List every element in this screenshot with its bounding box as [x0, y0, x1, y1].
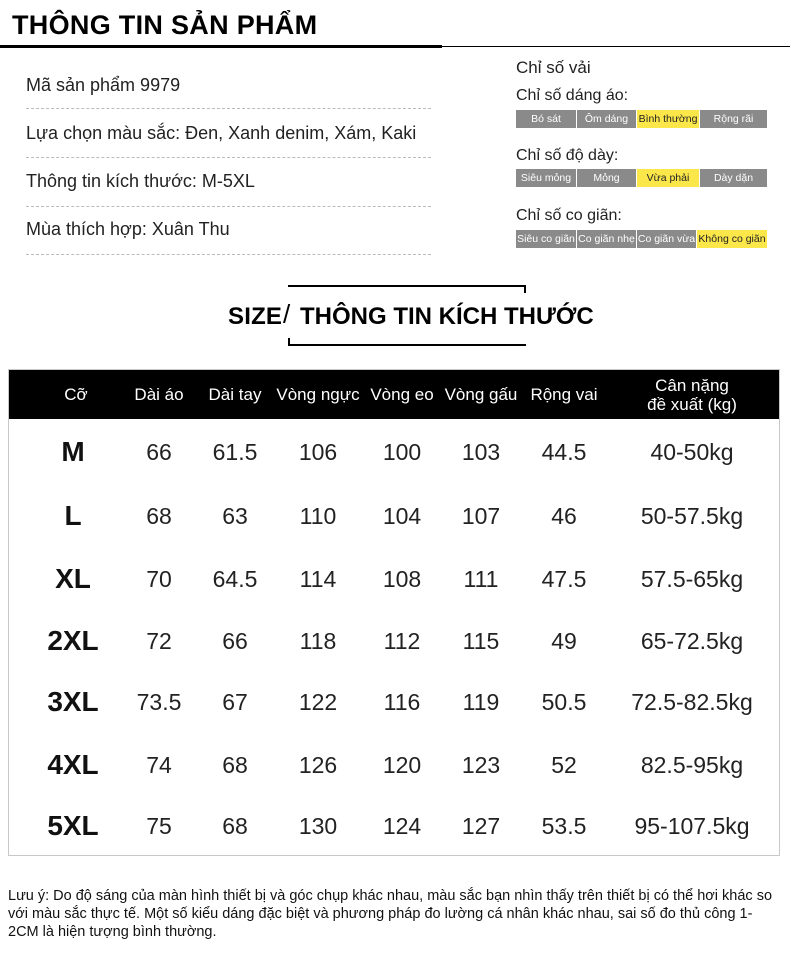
table-cell: 68	[146, 502, 172, 529]
header-col-size: Cỡ	[64, 385, 88, 404]
table-cell: 100	[382, 438, 422, 465]
table-cell: 64.5	[212, 565, 258, 592]
table-cell: 47.5	[541, 565, 587, 592]
table-cell: 44.5	[541, 438, 587, 465]
table-cell: 118	[299, 627, 337, 654]
table-cell: 107	[461, 502, 501, 529]
table-cell: 57.5-65kg	[640, 565, 744, 592]
table-cell: 61.5	[212, 438, 258, 465]
product-code: Mã sản phẩm 9979	[26, 75, 181, 95]
table-cell: 50.5	[541, 688, 587, 715]
table-cell: 74	[146, 751, 172, 778]
table-cell: 127	[461, 812, 501, 839]
header-col-shoulder: Rộng vai	[530, 385, 598, 404]
fit-option: Ôm dáng	[576, 110, 636, 128]
table-cell: 110	[299, 502, 337, 529]
table-cell: 63	[222, 502, 248, 529]
size-label: M	[61, 436, 85, 467]
size-label: 4XL	[47, 749, 99, 780]
thickness-index-bar	[516, 169, 767, 187]
fit-option-active: Bình thường	[636, 110, 699, 128]
header-col-waist: Vòng eo	[370, 385, 434, 404]
table-cell: 66	[146, 438, 172, 465]
header-col-sleeve: Dài tay	[208, 385, 262, 404]
size-label: 2XL	[47, 625, 99, 656]
size-label: L	[64, 500, 82, 531]
fit-index-label: Chỉ số dáng áo:	[516, 87, 629, 104]
table-cell: 120	[382, 751, 422, 778]
section-title-size: SIZE	[228, 303, 283, 330]
table-cell: 49	[551, 627, 577, 654]
table-cell: 72	[146, 627, 172, 654]
stretch-index-bar	[516, 230, 767, 248]
thickness-option-active: Vừa phải	[636, 169, 699, 187]
table-cell: 65-72.5kg	[640, 627, 744, 654]
color-options: Lựa chọn màu sắc: Đen, Xanh denim, Xám, Kaki	[26, 123, 417, 143]
table-cell: 108	[382, 565, 422, 592]
size-label: XL	[55, 563, 91, 594]
table-cell: 73.5	[136, 688, 182, 715]
header-divider	[442, 46, 790, 47]
fit-option: Rộng rãi	[699, 110, 767, 128]
header-col-hem: Vòng gấu	[444, 385, 518, 404]
section-bracket-bottom	[288, 338, 526, 346]
header-col-chest: Vòng ngực	[276, 385, 360, 404]
season-info: Mùa thích hợp: Xuân Thu	[26, 219, 230, 239]
disclaimer-note: Lưu ý: Do độ sáng của màn hình thiết bị và góc chụp khác nhau, màu sắc bạn nhìn thấy trên thiết bị có thể hơi khác so với màu sắc thực tế. Một số kiểu dáng đặc biệt và phương pháp đo lường cá nhân khác nhau, sai số đo thủ công 1-2CM là hiện tượng bình thường.	[8, 888, 773, 940]
table-cell: 46	[551, 502, 577, 529]
table-cell: 68	[222, 751, 248, 778]
table-cell: 40-50kg	[650, 438, 734, 465]
info-separator	[26, 108, 431, 109]
header-col-length: Dài áo	[134, 385, 184, 404]
table-cell: 130	[298, 812, 338, 839]
table-cell: 122	[298, 688, 338, 715]
stretch-option-active: Không co giãn	[696, 230, 767, 248]
table-cell: 114	[299, 565, 337, 592]
table-cell: 53.5	[541, 812, 587, 839]
header-col-weight: Cân nặng đề xuất (kg)	[647, 375, 737, 414]
table-cell: 116	[383, 688, 421, 715]
table-cell: 112	[383, 627, 421, 654]
table-cell: 123	[461, 751, 501, 778]
table-cell: 95-107.5kg	[634, 812, 750, 839]
table-cell: 82.5-95kg	[640, 751, 744, 778]
table-cell: 50-57.5kg	[640, 502, 744, 529]
section-title-info: THÔNG TIN KÍCH THƯỚC	[300, 303, 594, 330]
info-separator	[26, 254, 431, 255]
info-separator	[26, 157, 431, 158]
fabric-index-heading: Chỉ số vải	[516, 58, 591, 77]
table-cell: 106	[298, 438, 338, 465]
table-cell: 111	[463, 565, 499, 592]
stretch-index-label: Chỉ số co giãn:	[516, 207, 622, 224]
table-cell: 124	[382, 812, 422, 839]
page-title: THÔNG TIN SẢN PHẨM	[12, 10, 318, 40]
section-bracket-top	[288, 285, 526, 293]
thickness-option: Mỏng	[576, 169, 636, 187]
size-info: Thông tin kích thước: M-5XL	[26, 171, 255, 191]
table-cell: 75	[146, 812, 172, 839]
fit-option: Bó sát	[516, 110, 576, 128]
info-separator	[26, 206, 431, 207]
table-cell: 126	[298, 751, 338, 778]
table-cell: 72.5-82.5kg	[631, 688, 753, 715]
size-label: 3XL	[47, 686, 99, 717]
stretch-option: Co giãn nhẹ	[576, 230, 636, 248]
size-label: 5XL	[47, 810, 99, 841]
table-header	[9, 370, 779, 419]
thickness-option: Siêu mỏng	[516, 169, 576, 187]
table-cell: 67	[222, 688, 248, 715]
table-cell: 115	[462, 627, 500, 654]
stretch-option: Siêu co giãn	[516, 230, 576, 248]
table-cell: 66	[222, 627, 248, 654]
thickness-index-label: Chỉ số độ dày:	[516, 147, 619, 164]
thickness-option: Dày dặn	[699, 169, 767, 187]
table-cell: 52	[551, 751, 577, 778]
section-title-slash: /	[283, 299, 291, 329]
fit-index-bar	[516, 110, 767, 128]
table-cell: 70	[146, 565, 172, 592]
size-table	[8, 369, 780, 856]
stretch-option: Co giãn vừa	[636, 230, 696, 248]
table-cell: 104	[382, 502, 422, 529]
header-underline	[0, 45, 442, 48]
table-cell: 119	[462, 688, 500, 715]
table-cell: 103	[461, 438, 501, 465]
table-cell: 68	[222, 812, 248, 839]
